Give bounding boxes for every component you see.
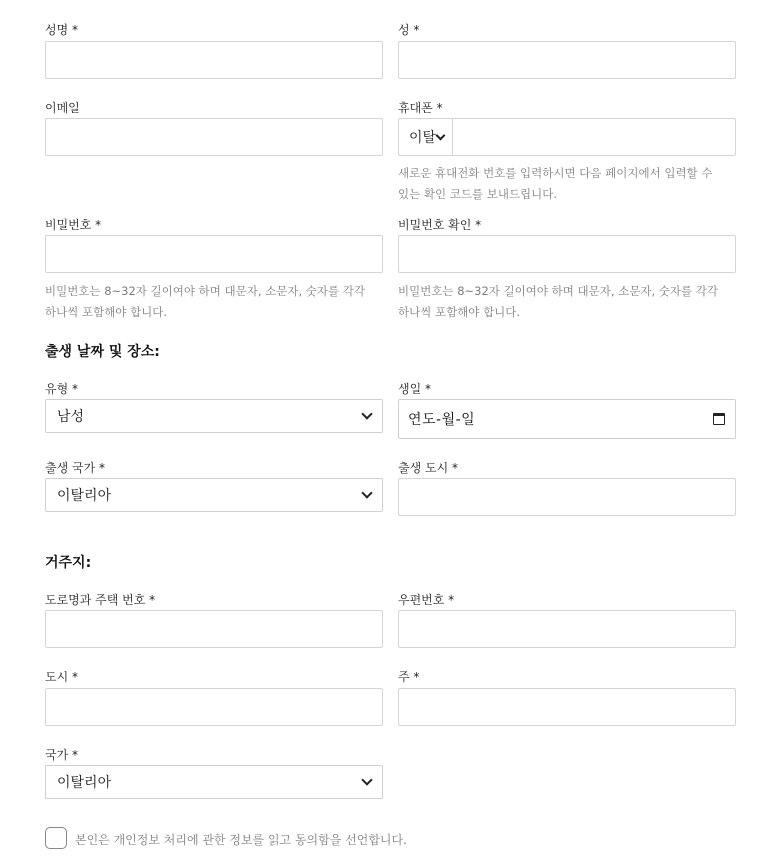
first-name-label: 성명 * — [45, 23, 78, 37]
country-code-value: 이탈 — [409, 130, 437, 146]
chevron-down-icon — [361, 408, 372, 419]
last-name-label: 성 * — [398, 23, 420, 37]
mobile-number-input[interactable] — [453, 119, 735, 155]
country-code-select[interactable] — [399, 119, 453, 155]
state-label: 주 * — [398, 670, 420, 684]
country-value: 이탈리아 — [57, 775, 112, 791]
dob-label: 생일 * — [398, 382, 431, 396]
birth-country-value: 이탈리아 — [57, 488, 112, 504]
mobile-label: 휴대폰 * — [398, 101, 443, 115]
country-select[interactable] — [45, 765, 383, 799]
chevron-down-icon — [361, 487, 372, 498]
country-label: 국가 * — [45, 748, 78, 762]
birth-city-input[interactable] — [398, 478, 736, 516]
password-help-text: 비밀번호는 8~32자 길이여야 하며 대문자, 소문자, 숫자를 각각 하나씩 포함해야 합니다. — [45, 284, 365, 319]
mobile-field — [398, 118, 736, 156]
residence-section-title: 거주지: — [45, 555, 92, 571]
birth-section-title: 출생 날짜 및 장소: — [45, 344, 160, 360]
mobile-help-text: 새로운 휴대전화 번호를 입력하시면 다음 페이지에서 입력할 수 있는 확인 코드를 보내드립니다. — [398, 166, 713, 201]
birth-country-label: 출생 국가 * — [45, 461, 105, 475]
dob-input[interactable] — [398, 399, 736, 439]
dob-placeholder: 연도-월-일 — [408, 412, 476, 428]
postal-code-label: 우편번호 * — [398, 593, 455, 607]
email-label: 이메일 — [45, 101, 80, 115]
birth-city-label: 출생 도시 * — [398, 461, 458, 475]
postal-code-input[interactable] — [398, 610, 736, 648]
city-input[interactable] — [45, 688, 383, 726]
birth-country-select[interactable] — [45, 478, 383, 512]
city-label: 도시 * — [45, 670, 78, 684]
type-label: 유형 * — [45, 382, 78, 396]
chevron-down-icon — [436, 130, 446, 140]
calendar-icon[interactable] — [713, 413, 725, 425]
password-confirm-input[interactable] — [398, 235, 736, 273]
street-input[interactable] — [45, 610, 383, 648]
email-input[interactable] — [45, 118, 383, 156]
password-confirm-label: 비밀번호 확인 * — [398, 218, 482, 232]
password-confirm-help-text: 비밀번호는 8~32자 길이여야 하며 대문자, 소문자, 숫자를 각각 하나씩 포함해야 합니다. — [398, 284, 718, 319]
password-label: 비밀번호 * — [45, 218, 102, 232]
type-select-value: 남성 — [57, 409, 85, 425]
last-name-input[interactable] — [398, 41, 736, 79]
consent-checkbox[interactable] — [45, 827, 67, 849]
state-input[interactable] — [398, 688, 736, 726]
chevron-down-icon — [361, 774, 372, 785]
first-name-input[interactable] — [45, 41, 383, 79]
password-input[interactable] — [45, 235, 383, 273]
consent-text: 본인은 개인정보 처리에 관한 정보를 읽고 동의함을 선언합니다. — [75, 833, 407, 847]
type-select[interactable] — [45, 399, 383, 433]
street-label: 도로명과 주택 번호 * — [45, 593, 156, 607]
